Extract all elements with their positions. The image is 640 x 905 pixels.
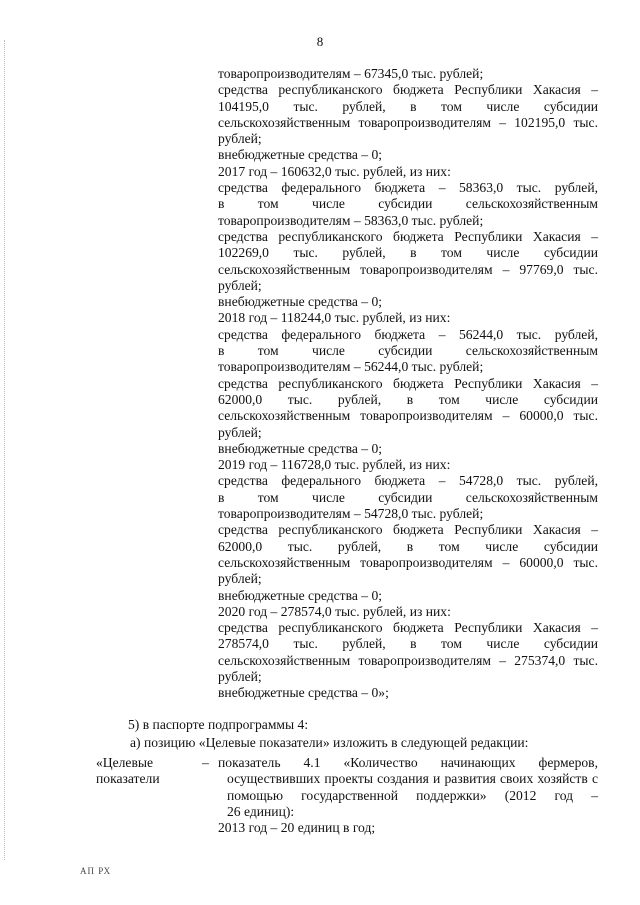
text-line: рублей; [218,131,262,147]
page-number: 8 [316,34,324,49]
text-line: сельскохозяйственным товаропроизводителям – 60000,0 тыс. [218,554,598,570]
indicators-content [218,755,598,836]
text-line: товаропроизводителям – 54728,0 тыс. рублей; [218,506,484,522]
text-line: внебюджетные средства – 0; [218,587,383,603]
section-intro [128,716,598,752]
text-line: 2019 год – 116728,0 тыс. рублей, из них: [218,457,451,473]
text-line: товаропроизводителям – 67345,0 тыс. рублей; [218,66,484,81]
text-line: средства республиканского бюджета Республики Хакасия – [218,522,598,538]
text-line: средства республиканского бюджета Республики Хакасия – [218,82,598,98]
text-line: средства федерального бюджета – 54728,0 тыс. рублей, [218,473,598,489]
section-item: 5) в паспорте подпрограммы 4: [128,717,309,732]
indicator-line: 2013 год – 20 единиц в год; [218,820,376,836]
text-line: рублей; [218,668,262,684]
indicator-line: помощью государственной поддержки» (2012 год – [227,787,598,803]
text-line: 104195,0 тыс. рублей, в том числе субсидии [218,98,598,114]
section-sub-item: а) позицию «Целевые показатели» изложить в следующей редакции: [130,735,529,750]
text-line: рублей; [218,424,262,440]
text-line: внебюджетные средства – 0; [218,147,383,163]
indicators-label-line-2: показатели [96,771,160,787]
text-line: сельскохозяйственным товаропроизводителям – 102195,0 тыс. [218,114,598,130]
indicators-label-line-1: «Целевые [96,755,154,770]
text-line: товаропроизводителям – 58363,0 тыс. рублей; [218,212,484,228]
text-line: 278574,0 тыс. рублей, в том числе субсидии [218,636,598,652]
indicator-line: осуществивших проекты создания и развития своих хозяйств с [227,771,598,787]
text-line: рублей; [218,277,262,293]
text-line: внебюджетные средства – 0; [218,440,383,456]
text-line: 2017 год – 160632,0 тыс. рублей, из них: [218,163,451,179]
text-line: в том числе субсидии сельскохозяйственным [218,343,598,359]
text-line: 2018 год – 118244,0 тыс. рублей, из них: [218,310,451,326]
text-line: 102269,0 тыс. рублей, в том числе субсидии [218,245,598,261]
indicators-label [96,755,201,788]
text-line: средства республиканского бюджета Республики Хакасия – [218,228,598,244]
text-line: сельскохозяйственным товаропроизводителям – 97769,0 тыс. [218,261,598,277]
text-line: средства федерального бюджета – 58363,0 тыс. рублей, [218,180,598,196]
scan-edge-marks [4,40,7,860]
indicator-line: показатель 4.1 «Количество начинающих фермеров, [218,755,598,770]
text-line: сельскохозяйственным товаропроизводителям – 60000,0 тыс. [218,408,598,424]
text-line: средства федерального бюджета – 56244,0 тыс. рублей, [218,326,598,342]
indicators-dash: – [202,755,209,770]
text-line: сельскохозяйственным товаропроизводителям – 275374,0 тыс. [218,652,598,668]
text-line: средства республиканского бюджета Республики Хакасия – [218,375,598,391]
text-line: рублей; [218,571,262,587]
text-line: товаропроизводителям – 56244,0 тыс. рублей; [218,359,484,375]
text-line: внебюджетные средства – 0; [218,294,383,310]
footer-code: АП РХ [80,866,112,876]
text-line: в том числе субсидии сельскохозяйственным [218,196,598,212]
budget-financing-text [218,66,598,702]
text-line: внебюджетные средства – 0»; [218,685,389,701]
text-line: в том числе субсидии сельскохозяйственным [218,489,598,505]
text-line: 62000,0 тыс. рублей, в том числе субсидии [218,538,598,554]
text-line: 62000,0 тыс. рублей, в том числе субсидии [218,391,598,407]
text-line: 2020 год – 278574,0 тыс. рублей, из них: [218,603,451,619]
indicator-line: 26 единиц): [227,803,295,819]
text-line: средства республиканского бюджета Республики Хакасия – [218,620,598,636]
